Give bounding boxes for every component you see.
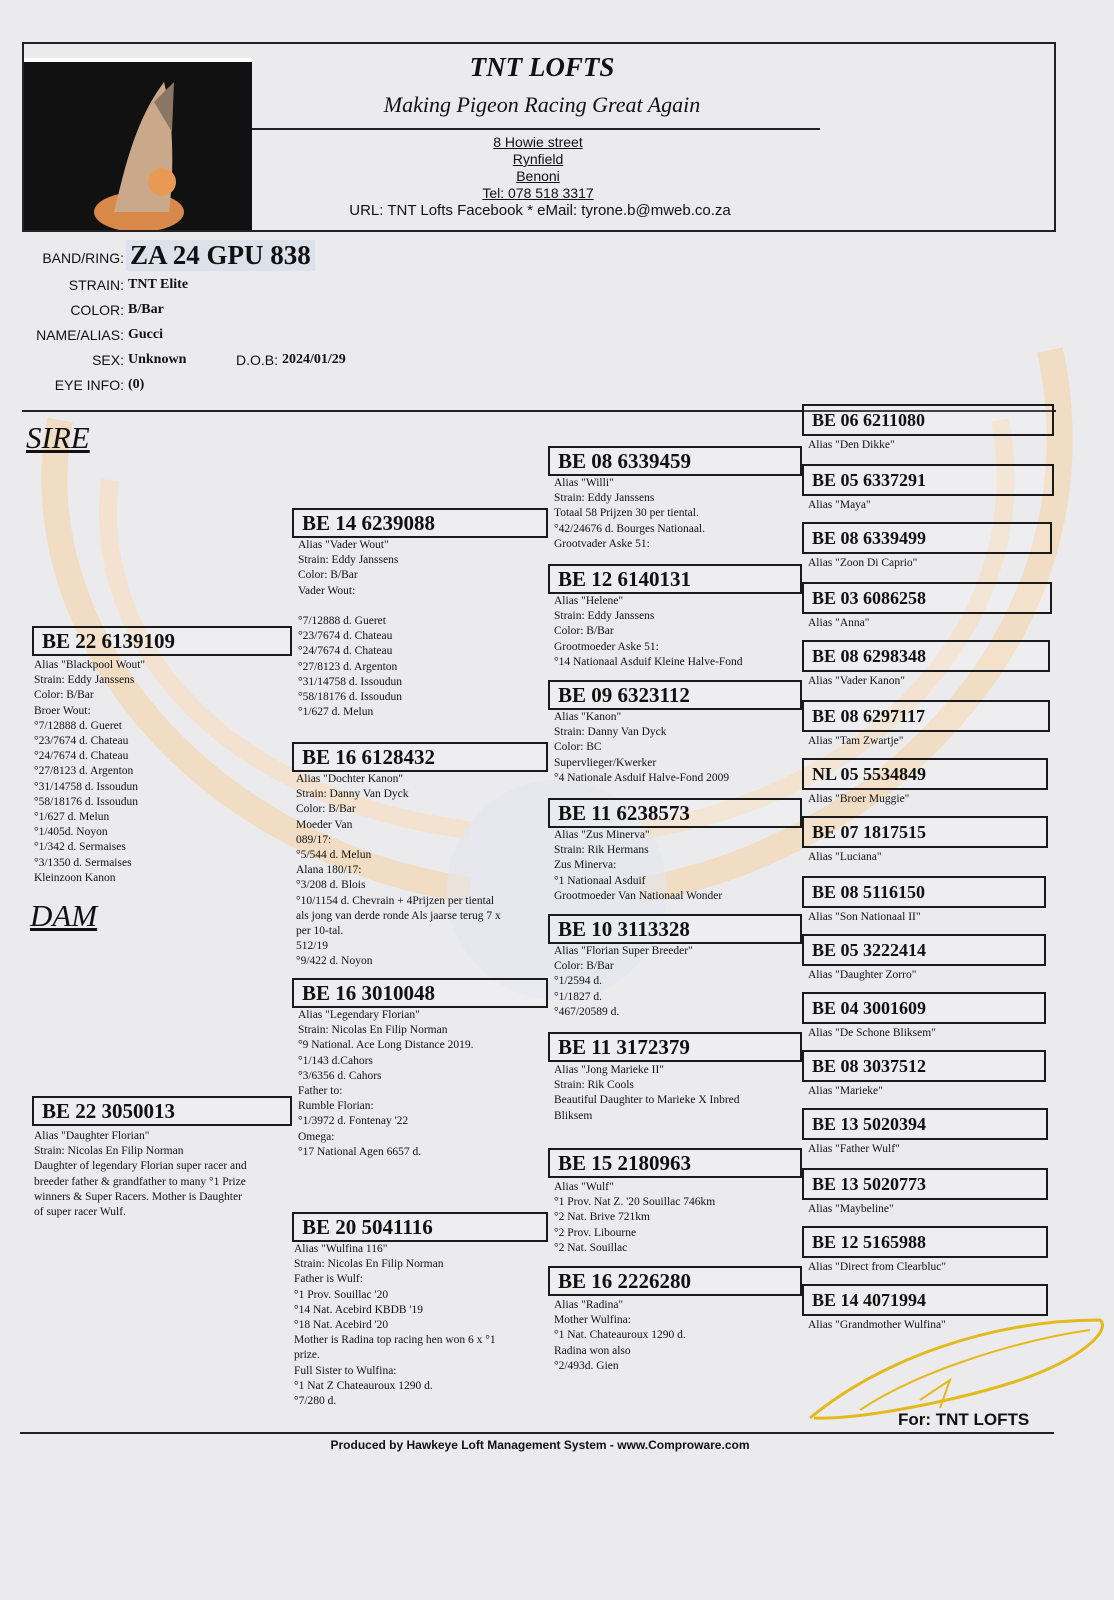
gen3-ring-7: BE 15 2180963 bbox=[548, 1148, 802, 1178]
gen4-ring-9: BE 08 5116150 bbox=[802, 876, 1046, 908]
gen4-ring-15: BE 12 5165988 bbox=[802, 1226, 1048, 1258]
gen4-ring-14: BE 13 5020773 bbox=[802, 1168, 1048, 1200]
gen3-info-7: Alias "Wulf" °1 Prov. Nat Z. '20 Souillac 746km °2 Nat. Brive 721km °2 Prov. Libourne °2 Nat. Souillac bbox=[554, 1181, 716, 1254]
pigeon-photo bbox=[24, 58, 252, 230]
eye-label: EYE INFO: bbox=[54, 377, 124, 393]
gen4-ring-16: BE 14 4071994 bbox=[802, 1284, 1048, 1316]
gen1-info-sire: Alias "Blackpool Wout" Strain: Eddy Janssens Color: B/Bar Broer Wout: °7/12888 d. Gueret °23/7674 d. Chateau °24/7674 d. Chateau °27/8123 d. Argenton °31/14758 d. Issoudun °58/18176 d. Issoudun °1/627 d. Melun °1/405d. Noyon °1/342 d. Sermaises °3/1350 d. Sermaises Kleinzoon Kanon bbox=[34, 659, 146, 884]
gen4-ring-6: BE 08 6297117 bbox=[802, 700, 1050, 732]
gen4-alias-6: Alias "Tam Zwartje" bbox=[808, 735, 904, 747]
strain-value: TNT Elite bbox=[128, 277, 189, 292]
gen2-info-2: Alias "Dochter Kanon" Strain: Danny Van Dyck Color: B/Bar Moeder Van 089/17: °5/544 d. Melun Alana 180/17: °3/208 d. Blois °10/1154 d. Chevrain + 4Prijzen per tiental als jong van derde ronde Als jaarse terug 7 x per 10-tal. 512/19 °9/422 d. Noyon bbox=[296, 773, 501, 968]
gen3-info-3: Alias "Kanon" Strain: Danny Van Dyck Color: BC Supervlieger/Kwerker °4 Nationale Asduif Halve-Fond 2009 bbox=[554, 711, 730, 784]
gen1-info-dam: Alias "Daughter Florian" Strain: Nicolas En Filip Norman Daughter of legendary Florian super racer and breeder father & grandfather to many °1 Prize winners & Super Racers. Mother is Daughter of super racer Wulf. bbox=[34, 1130, 247, 1219]
band-value: ZA 24 GPU 838 bbox=[126, 240, 315, 271]
gen2-info-3: Alias "Legendary Florian" Strain: Nicolas En Filip Norman °9 National. Ace Long Distance 2019. °1/143 d.Cahors °3/6356 d. Cahors Father to: Rumble Florian: °1/3972 d. Fontenay '22 Omega: °17 National Agen 6657 d. bbox=[298, 1009, 474, 1158]
gen4-alias-1: Alias "Den Dikke" bbox=[808, 439, 895, 451]
gen2-ring-2: BE 16 6128432 bbox=[292, 742, 548, 772]
gen3-ring-3: BE 09 6323112 bbox=[548, 680, 802, 710]
gen4-ring-4: BE 03 6086258 bbox=[802, 582, 1052, 614]
name-value: Gucci bbox=[128, 327, 163, 342]
gen4-ring-12: BE 08 3037512 bbox=[802, 1050, 1046, 1082]
gen3-info-6: Alias "Jong Marieke II" Strain: Rik Cools Beautiful Daughter to Marieke X Inbred Bliksem bbox=[554, 1064, 740, 1122]
address-phone: Tel: 078 518 3317 bbox=[482, 185, 594, 201]
dob-label: D.O.B: bbox=[235, 352, 278, 368]
gen4-ring-2: BE 05 6337291 bbox=[802, 464, 1054, 496]
gen3-info-1: Alias "Willi" Strain: Eddy Janssens Totaal 58 Prijzen 30 per tiental. °42/24676 d. Bourges Nationaal. Grootvader Aske 51: bbox=[554, 477, 705, 550]
gen1-ring-sire: BE 22 6139109 bbox=[32, 626, 292, 656]
gen3-ring-1: BE 08 6339459 bbox=[548, 446, 802, 476]
gen4-alias-13: Alias "Father Wulf" bbox=[808, 1143, 900, 1155]
gen3-info-2: Alias "Helene" Strain: Eddy Janssens Color: B/Bar Grootmoeder Aske 51: °14 Nationaal Asduif Kleine Halve-Fond bbox=[554, 595, 743, 668]
gen3-ring-8: BE 16 2226280 bbox=[548, 1266, 802, 1296]
gen3-ring-5: BE 10 3113328 bbox=[548, 914, 802, 944]
gen4-alias-8: Alias "Luciana" bbox=[808, 851, 882, 863]
gen1-ring-dam: BE 22 3050013 bbox=[32, 1096, 292, 1126]
gen2-info-1: Alias "Vader Wout" Strain: Eddy Janssens Color: B/Bar Vader Wout: °7/12888 d. Gueret °23/7674 d. Chateau °24/7674 d. Chateau °27/8123 d. Argenton °31/14758 d. Issoudun °58/18176 d. Issoudun °1/627 d. Melun bbox=[298, 539, 402, 719]
gen4-ring-13: BE 13 5020394 bbox=[802, 1108, 1048, 1140]
gen3-ring-6: BE 11 3172379 bbox=[548, 1032, 802, 1062]
lofts-tagline: Making Pigeon Racing Great Again bbox=[383, 92, 701, 117]
sire-heading: SIRE bbox=[26, 420, 90, 455]
gen3-ring-4: BE 11 6238573 bbox=[548, 798, 802, 828]
eye-value: (0) bbox=[128, 377, 145, 392]
header-rule bbox=[252, 128, 820, 130]
gen4-ring-11: BE 04 3001609 bbox=[802, 992, 1046, 1024]
gen4-alias-11: Alias "De Schone Bliksem" bbox=[808, 1027, 936, 1039]
address-city: Benoni bbox=[516, 168, 560, 184]
gen3-info-5: Alias "Florian Super Breeder" Color: B/Bar °1/2594 d. °1/1827 d. °467/20589 d. bbox=[554, 945, 693, 1018]
contact-url: URL: TNT Lofts Facebook * eMail: tyrone.b@mweb.co.za bbox=[349, 202, 731, 219]
gen4-alias-12: Alias "Marieke" bbox=[808, 1085, 883, 1097]
name-label: NAME/ALIAS: bbox=[36, 327, 124, 343]
gen2-ring-3: BE 16 3010048 bbox=[292, 978, 548, 1008]
for-lofts-label: For: TNT LOFTS bbox=[898, 1410, 1030, 1429]
color-value: B/Bar bbox=[128, 302, 164, 317]
gen2-ring-1: BE 14 6239088 bbox=[292, 508, 548, 538]
sex-value: Unknown bbox=[128, 352, 187, 367]
gen4-ring-5: BE 08 6298348 bbox=[802, 640, 1050, 672]
gen4-alias-15: Alias "Direct from Clearbluc" bbox=[808, 1261, 947, 1273]
gen4-ring-1: BE 06 6211080 bbox=[802, 404, 1054, 436]
lofts-title: TNT LOFTS bbox=[469, 52, 615, 82]
gen4-alias-14: Alias "Maybeline" bbox=[808, 1203, 894, 1215]
gen3-info-8: Alias "Radina" Mother Wulfina: °1 Nat. Chateauroux 1290 d. Radina won also °2/493d. Gien bbox=[554, 1299, 686, 1372]
gen2-info-4: Alias "Wulfina 116" Strain: Nicolas En Filip Norman Father is Wulf: °1 Prov. Souillac '20 °14 Nat. Acebird KBDB '19 °18 Nat. Acebird '20 Mother is Radina top racing hen won 6 x °1 prize. Full Sister to Wulfina: °1 Nat Z Chateauroux 1290 d. °7/280 d. bbox=[294, 1243, 496, 1408]
gen4-ring-3: BE 08 6339499 bbox=[802, 522, 1052, 554]
color-label: COLOR: bbox=[70, 302, 124, 318]
gen4-alias-3: Alias "Zoon Di Caprio" bbox=[808, 557, 918, 569]
strain-label: STRAIN: bbox=[68, 277, 124, 293]
gen4-ring-7: NL 05 5534849 bbox=[802, 758, 1048, 790]
gen4-ring-8: BE 07 1817515 bbox=[802, 816, 1048, 848]
address-street: 8 Howie street bbox=[493, 134, 583, 150]
gen4-alias-10: Alias "Daughter Zorro" bbox=[808, 969, 917, 981]
address-suburb: Rynfield bbox=[512, 151, 564, 167]
gen4-alias-5: Alias "Vader Kanon" bbox=[808, 675, 905, 687]
footer-rule bbox=[20, 1432, 1054, 1434]
gen4-alias-9: Alias "Son Nationaal II" bbox=[808, 911, 921, 923]
sex-label: SEX: bbox=[92, 352, 124, 368]
gen4-ring-10: BE 05 3222414 bbox=[802, 934, 1046, 966]
produced-by-text: Produced by Hawkeye Loft Management System - www.Comproware.com bbox=[330, 1438, 750, 1452]
gen4-alias-16: Alias "Grandmother Wulfina" bbox=[808, 1319, 946, 1331]
gen3-ring-2: BE 12 6140131 bbox=[548, 564, 802, 594]
gen4-alias-4: Alias "Anna" bbox=[808, 617, 870, 629]
gen2-ring-4: BE 20 5041116 bbox=[292, 1212, 548, 1242]
band-label: BAND/RING: bbox=[42, 250, 124, 266]
pigeon-image bbox=[24, 62, 248, 230]
gen4-alias-7: Alias "Broer Muggie" bbox=[808, 793, 910, 805]
dam-heading: DAM bbox=[30, 898, 98, 933]
gen3-info-4: Alias "Zus Minerva" Strain: Rik Hermans Zus Minerva: °1 Nationaal Asduif Grootmoeder Van Nationaal Wonder bbox=[554, 829, 723, 902]
gen4-alias-2: Alias "Maya" bbox=[808, 499, 871, 511]
dob-value: 2024/01/29 bbox=[282, 352, 346, 367]
